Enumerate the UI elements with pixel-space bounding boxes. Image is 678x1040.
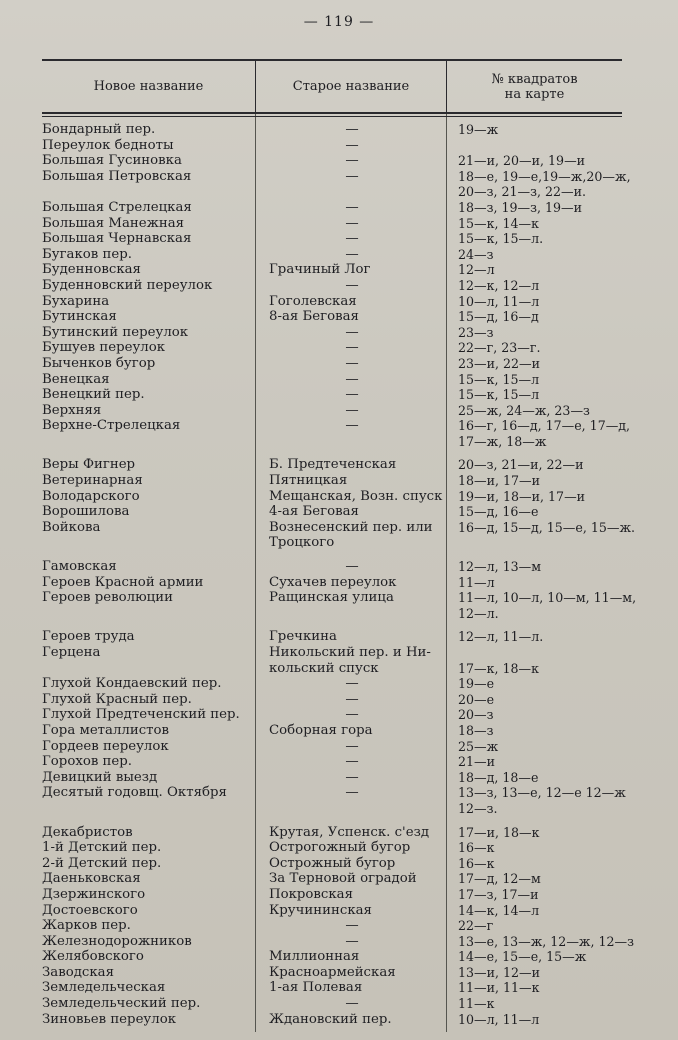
new-name-cell: Бутинская bbox=[42, 309, 117, 325]
old-name-cell: — bbox=[345, 324, 359, 340]
table-row bbox=[0, 825, 678, 841]
new-name-cell: Бондарный пер. bbox=[42, 122, 156, 137]
old-name-cell: — bbox=[345, 387, 359, 403]
map-squares-cell: 12—л, 13—м bbox=[458, 559, 542, 575]
old-name-cell: — bbox=[345, 168, 359, 184]
map-squares-cell: 21—и bbox=[458, 754, 496, 770]
new-name-cell: Венецкий пер. bbox=[42, 387, 145, 403]
old-name-cell: — bbox=[345, 738, 359, 754]
new-name-cell: Венецкая bbox=[42, 371, 110, 387]
new-name-cell: Переулок бедноты bbox=[42, 137, 174, 153]
map-squares-cell: 15—д, 16—д bbox=[458, 309, 539, 325]
old-name-cell: — bbox=[345, 559, 359, 575]
old-name-cell bbox=[255, 184, 449, 200]
new-name-cell: 1-й Детский пер. bbox=[42, 840, 162, 856]
old-name-cell: Крутая, Успенск. с'езд bbox=[269, 824, 430, 840]
map-squares-cell: 11—к bbox=[458, 996, 495, 1012]
new-name-cell: Желябовского bbox=[42, 949, 144, 965]
map-squares-cell: 14—к, 14—л bbox=[458, 902, 540, 918]
header-rule bbox=[42, 112, 622, 117]
table-row bbox=[0, 200, 678, 216]
map-squares-cell: 15—к, 14—к bbox=[458, 215, 539, 231]
new-name-cell: Войкова bbox=[42, 519, 101, 535]
map-squares-cell: 13—з, 13—е, 12—е 12—ж bbox=[458, 785, 626, 801]
old-name-cell: Троцкого bbox=[269, 535, 335, 551]
table-row bbox=[0, 575, 678, 591]
new-name-cell: Герцена bbox=[42, 645, 101, 660]
table-row bbox=[0, 707, 678, 723]
map-squares-cell: 24—з bbox=[458, 246, 494, 262]
new-name-cell bbox=[0, 801, 255, 817]
table-row bbox=[0, 676, 678, 692]
old-name-cell: — bbox=[345, 418, 359, 434]
new-name-cell: Бутинский переулок bbox=[42, 324, 189, 340]
new-name-cell bbox=[0, 606, 255, 622]
table-row bbox=[0, 590, 678, 606]
map-squares-cell bbox=[449, 535, 638, 551]
map-squares-cell: 17—к, 18—к bbox=[458, 660, 539, 676]
old-name-cell: Красноармейская bbox=[269, 964, 396, 980]
table-row bbox=[0, 418, 678, 434]
old-name-cell: — bbox=[345, 199, 359, 215]
new-name-cell: Героев труда bbox=[42, 629, 135, 645]
old-name-cell: — bbox=[345, 246, 359, 262]
table-row bbox=[0, 122, 678, 138]
table-row bbox=[0, 606, 678, 622]
table-row bbox=[0, 980, 678, 996]
table-row bbox=[0, 153, 678, 169]
map-squares-cell: 11—л bbox=[458, 574, 495, 590]
table-row bbox=[0, 372, 678, 388]
old-name-cell: Б. Предтеченская bbox=[269, 457, 397, 473]
table-row bbox=[0, 325, 678, 341]
map-squares-cell: 18—з bbox=[458, 722, 494, 738]
old-name-cell: — bbox=[345, 355, 359, 371]
new-name-cell: Быченков бугор bbox=[42, 355, 156, 371]
table-row bbox=[0, 309, 678, 325]
new-name-cell: Декабристов bbox=[42, 824, 133, 840]
header-squares-line1: № квадратов bbox=[491, 71, 578, 87]
new-name-cell: 2-й Детский пер. bbox=[42, 855, 162, 871]
new-name-cell: Веры Фигнер bbox=[42, 457, 136, 473]
table-row bbox=[0, 840, 678, 856]
old-name-cell: — bbox=[345, 402, 359, 418]
map-squares-cell: 20—з bbox=[458, 707, 494, 723]
header-squares bbox=[447, 61, 622, 112]
map-squares-cell: 20—з, 21—и, 22—и bbox=[458, 457, 584, 473]
table-row bbox=[0, 356, 678, 372]
table-row bbox=[0, 520, 678, 536]
table-row bbox=[0, 262, 678, 278]
map-squares-cell: 17—з, 17—и bbox=[458, 886, 539, 902]
old-name-cell: Миллионная bbox=[269, 949, 360, 965]
table-row bbox=[0, 856, 678, 872]
old-name-cell: Гречкина bbox=[269, 629, 337, 645]
new-name-cell: Достоевского bbox=[42, 902, 138, 918]
new-name-cell: Гора металлистов bbox=[42, 722, 170, 738]
old-name-cell bbox=[255, 801, 449, 817]
old-name-cell: Ждановский пер. bbox=[269, 1011, 392, 1027]
header-old-name: Старое название bbox=[292, 79, 410, 94]
old-name-cell: — bbox=[345, 785, 359, 801]
table-row bbox=[0, 785, 678, 801]
table-body bbox=[0, 122, 678, 1027]
table-row bbox=[0, 887, 678, 903]
new-name-cell: Верхняя bbox=[42, 402, 102, 418]
old-name-cell: кольский спуск bbox=[269, 660, 379, 676]
new-name-cell: Буденновская bbox=[42, 262, 141, 278]
table-row bbox=[0, 723, 678, 739]
group-spacer bbox=[0, 621, 678, 629]
map-squares-cell: 22—г bbox=[458, 918, 494, 934]
old-name-cell: 8-ая Беговая bbox=[269, 309, 359, 325]
map-squares-cell: 18—з, 19—з, 19—и bbox=[458, 199, 583, 215]
table-row bbox=[0, 247, 678, 263]
table-row bbox=[0, 535, 678, 551]
table-row bbox=[0, 965, 678, 981]
old-name-cell: — bbox=[345, 122, 359, 137]
map-squares-cell: 15—к, 15—л bbox=[458, 387, 540, 403]
table-row bbox=[0, 387, 678, 403]
table-row bbox=[0, 504, 678, 520]
map-squares-cell bbox=[449, 645, 638, 661]
old-name-cell: Пятницкая bbox=[269, 473, 348, 489]
new-name-cell: Большая Петровская bbox=[42, 168, 192, 184]
table-row bbox=[0, 138, 678, 154]
group-spacer bbox=[0, 551, 678, 559]
header-new-name: Новое название bbox=[93, 79, 204, 94]
table-row bbox=[0, 216, 678, 232]
table-row bbox=[0, 559, 678, 575]
old-name-cell bbox=[255, 434, 449, 450]
old-name-cell: — bbox=[345, 371, 359, 387]
new-name-cell: Глухой Предтеченский пер. bbox=[42, 707, 240, 723]
map-squares-cell: 21—и, 20—и, 19—и bbox=[458, 153, 586, 169]
new-name-cell: Заводская bbox=[42, 964, 114, 980]
old-name-cell: Соборная гора bbox=[269, 722, 373, 738]
map-squares-cell: 25—ж, 24—ж, 23—з bbox=[458, 402, 590, 418]
table-row bbox=[0, 661, 678, 677]
map-squares-cell: 16—к bbox=[458, 855, 495, 871]
table-row bbox=[0, 403, 678, 419]
old-name-cell: Ращинская улица bbox=[269, 590, 394, 606]
table-row bbox=[0, 949, 678, 965]
page-number: — 119 — bbox=[303, 14, 375, 30]
old-name-cell: — bbox=[345, 707, 359, 723]
map-squares-cell: 16—д, 15—д, 15—е, 15—ж. bbox=[458, 519, 636, 535]
map-squares-cell: 19—и, 18—и, 17—и bbox=[458, 488, 586, 504]
old-name-cell: 4-ая Беговая bbox=[269, 504, 359, 520]
table-row bbox=[0, 473, 678, 489]
map-squares-cell: 25—ж bbox=[458, 738, 499, 754]
new-name-cell: Ворошилова bbox=[42, 504, 130, 520]
old-name-cell: — bbox=[345, 691, 359, 707]
table-row bbox=[0, 770, 678, 786]
old-name-cell: — bbox=[345, 676, 359, 692]
map-squares-cell: 12—к, 12—л bbox=[458, 277, 540, 293]
map-squares-cell: 23—и, 22—и bbox=[458, 355, 541, 371]
new-name-cell: Жарков пер. bbox=[42, 918, 131, 934]
new-name-cell bbox=[0, 661, 255, 677]
table-row bbox=[0, 918, 678, 934]
new-name-cell: Земледельческая bbox=[42, 980, 166, 996]
map-squares-cell: 17—и, 18—к bbox=[458, 824, 540, 840]
new-name-cell: Героев революции bbox=[42, 590, 173, 606]
old-name-cell: Грачиный Лог bbox=[269, 262, 371, 278]
table-row bbox=[0, 278, 678, 294]
new-name-cell: Большая Манежная bbox=[42, 215, 185, 231]
map-squares-cell: 10—л, 11—л bbox=[458, 1011, 540, 1027]
old-name-cell: — bbox=[345, 231, 359, 247]
group-spacer bbox=[0, 449, 678, 457]
old-name-cell: Острогожный бугор bbox=[269, 840, 411, 856]
new-name-cell: Земледельческий пер. bbox=[42, 996, 201, 1012]
old-name-cell: — bbox=[345, 933, 359, 949]
map-squares-cell: 10—л, 11—л bbox=[458, 293, 540, 309]
old-name-cell: Гоголевская bbox=[269, 293, 357, 309]
map-squares-cell: 16—г, 16—д, 17—е, 17—д, bbox=[458, 418, 631, 434]
old-name-cell: — bbox=[345, 754, 359, 770]
old-name-cell: Вознесенский пер. или bbox=[269, 519, 433, 535]
map-squares-cell: 23—з bbox=[458, 324, 494, 340]
map-squares-cell: 14—е, 15—е, 15—ж bbox=[458, 949, 587, 965]
map-squares-cell: 18—и, 17—и bbox=[458, 473, 541, 489]
table-row bbox=[0, 629, 678, 645]
map-squares-cell: 20—е bbox=[458, 691, 495, 707]
new-name-cell bbox=[0, 434, 255, 450]
map-squares-cell: 12—л, 11—л. bbox=[458, 629, 544, 645]
map-squares-cell: 11—и, 11—к bbox=[458, 980, 540, 996]
table-row bbox=[0, 645, 678, 661]
table-row bbox=[0, 754, 678, 770]
table-row bbox=[0, 434, 678, 450]
map-squares-cell: 11—л, 10—л, 10—м, 11—м, bbox=[458, 590, 637, 606]
old-name-cell: — bbox=[345, 277, 359, 293]
old-name-cell: Кручининская bbox=[269, 902, 372, 918]
map-squares-cell: 13—и, 12—и bbox=[458, 964, 541, 980]
new-name-cell: Бугаков пер. bbox=[42, 246, 132, 262]
table-row bbox=[0, 934, 678, 950]
table-row bbox=[0, 294, 678, 310]
old-name-cell: — bbox=[345, 918, 359, 934]
new-name-cell: Ветеринарная bbox=[42, 473, 143, 489]
map-squares-cell: 19—е bbox=[458, 676, 495, 692]
new-name-cell: Бухарина bbox=[42, 293, 110, 309]
new-name-cell: Большая Чернавская bbox=[42, 231, 192, 247]
map-squares-cell: 17—ж, 18—ж bbox=[458, 433, 547, 449]
new-name-cell: Гордеев переулок bbox=[42, 738, 169, 754]
new-name-cell: Гамовская bbox=[42, 559, 117, 575]
group-spacer bbox=[0, 817, 678, 825]
new-name-cell: Большая Гусиновка bbox=[42, 153, 182, 169]
table-row bbox=[0, 340, 678, 356]
table-row bbox=[0, 1012, 678, 1028]
new-name-cell: Железнодорожников bbox=[42, 933, 192, 949]
table-row bbox=[0, 739, 678, 755]
table-row bbox=[0, 184, 678, 200]
map-squares-cell: 22—г, 23—г. bbox=[458, 340, 541, 356]
map-squares-cell: 12—з. bbox=[458, 800, 498, 816]
table-row bbox=[0, 169, 678, 185]
old-name-cell: — bbox=[345, 137, 359, 153]
old-name-cell: За Терновой оградой bbox=[269, 871, 417, 887]
old-name-cell: — bbox=[345, 996, 359, 1012]
old-name-cell: — bbox=[345, 340, 359, 356]
map-squares-cell: 18—е, 19—е,19—ж,20—ж, bbox=[458, 168, 631, 184]
old-name-cell: Сухачев переулок bbox=[269, 574, 397, 590]
new-name-cell: Глухой Кондаевский пер. bbox=[42, 676, 222, 692]
map-squares-cell: 19—ж bbox=[458, 122, 499, 137]
table-row bbox=[0, 903, 678, 919]
new-name-cell: Горохов пер. bbox=[42, 754, 133, 770]
new-name-cell: Буденновский переулок bbox=[42, 277, 213, 293]
old-name-cell bbox=[255, 606, 449, 622]
old-name-cell: Мещанская, Возн. спуск bbox=[269, 488, 443, 504]
new-name-cell bbox=[0, 184, 255, 200]
map-squares-cell: 17—д, 12—м bbox=[458, 871, 541, 887]
old-name-cell: 1-ая Полевая bbox=[269, 980, 363, 996]
map-squares-cell: 13—е, 13—ж, 12—ж, 12—з bbox=[458, 933, 634, 949]
new-name-cell: Зиновьев переулок bbox=[42, 1011, 177, 1027]
map-squares-cell: 12—л. bbox=[458, 605, 499, 621]
map-squares-cell: 15—к, 15—л bbox=[458, 371, 540, 387]
new-name-cell: Героев Красной армии bbox=[42, 574, 204, 590]
new-name-cell: Даеньковская bbox=[42, 871, 141, 887]
new-name-cell: Володарского bbox=[42, 488, 140, 504]
old-name-cell: — bbox=[345, 215, 359, 231]
new-name-cell: Десятый годовщ. Октября bbox=[42, 785, 227, 801]
new-name-cell bbox=[0, 535, 255, 551]
old-name-cell: — bbox=[345, 769, 359, 785]
map-squares-cell: 16—к bbox=[458, 840, 495, 856]
header-squares-line2: на карте bbox=[504, 86, 565, 102]
new-name-cell: Верхне-Стрелецкая bbox=[42, 418, 181, 434]
table-row bbox=[0, 996, 678, 1012]
table-row bbox=[0, 871, 678, 887]
map-squares-cell: 15—к, 15—л. bbox=[458, 231, 544, 247]
old-name-cell: — bbox=[345, 153, 359, 169]
map-squares-cell bbox=[449, 138, 638, 154]
old-name-cell: Никольский пер. и Ни- bbox=[269, 645, 431, 660]
new-name-cell: Бушуев переулок bbox=[42, 340, 166, 356]
map-squares-cell: 15—д, 16—е bbox=[458, 504, 539, 520]
table-row bbox=[0, 457, 678, 473]
map-squares-cell: 18—д, 18—е bbox=[458, 769, 539, 785]
table-row bbox=[0, 489, 678, 505]
new-name-cell: Девицкий выезд bbox=[42, 769, 158, 785]
table-row bbox=[0, 231, 678, 247]
table-row bbox=[0, 801, 678, 817]
map-squares-cell: 12—л bbox=[458, 262, 495, 278]
new-name-cell: Глухой Красный пер. bbox=[42, 691, 192, 707]
new-name-cell: Большая Стрелецкая bbox=[42, 199, 192, 215]
old-name-cell: Покровская bbox=[269, 886, 353, 902]
new-name-cell: Дзержинского bbox=[42, 886, 146, 902]
old-name-cell: Острожный бугор bbox=[269, 855, 396, 871]
table-row bbox=[0, 692, 678, 708]
map-squares-cell: 20—з, 21—з, 22—и. bbox=[458, 184, 587, 200]
